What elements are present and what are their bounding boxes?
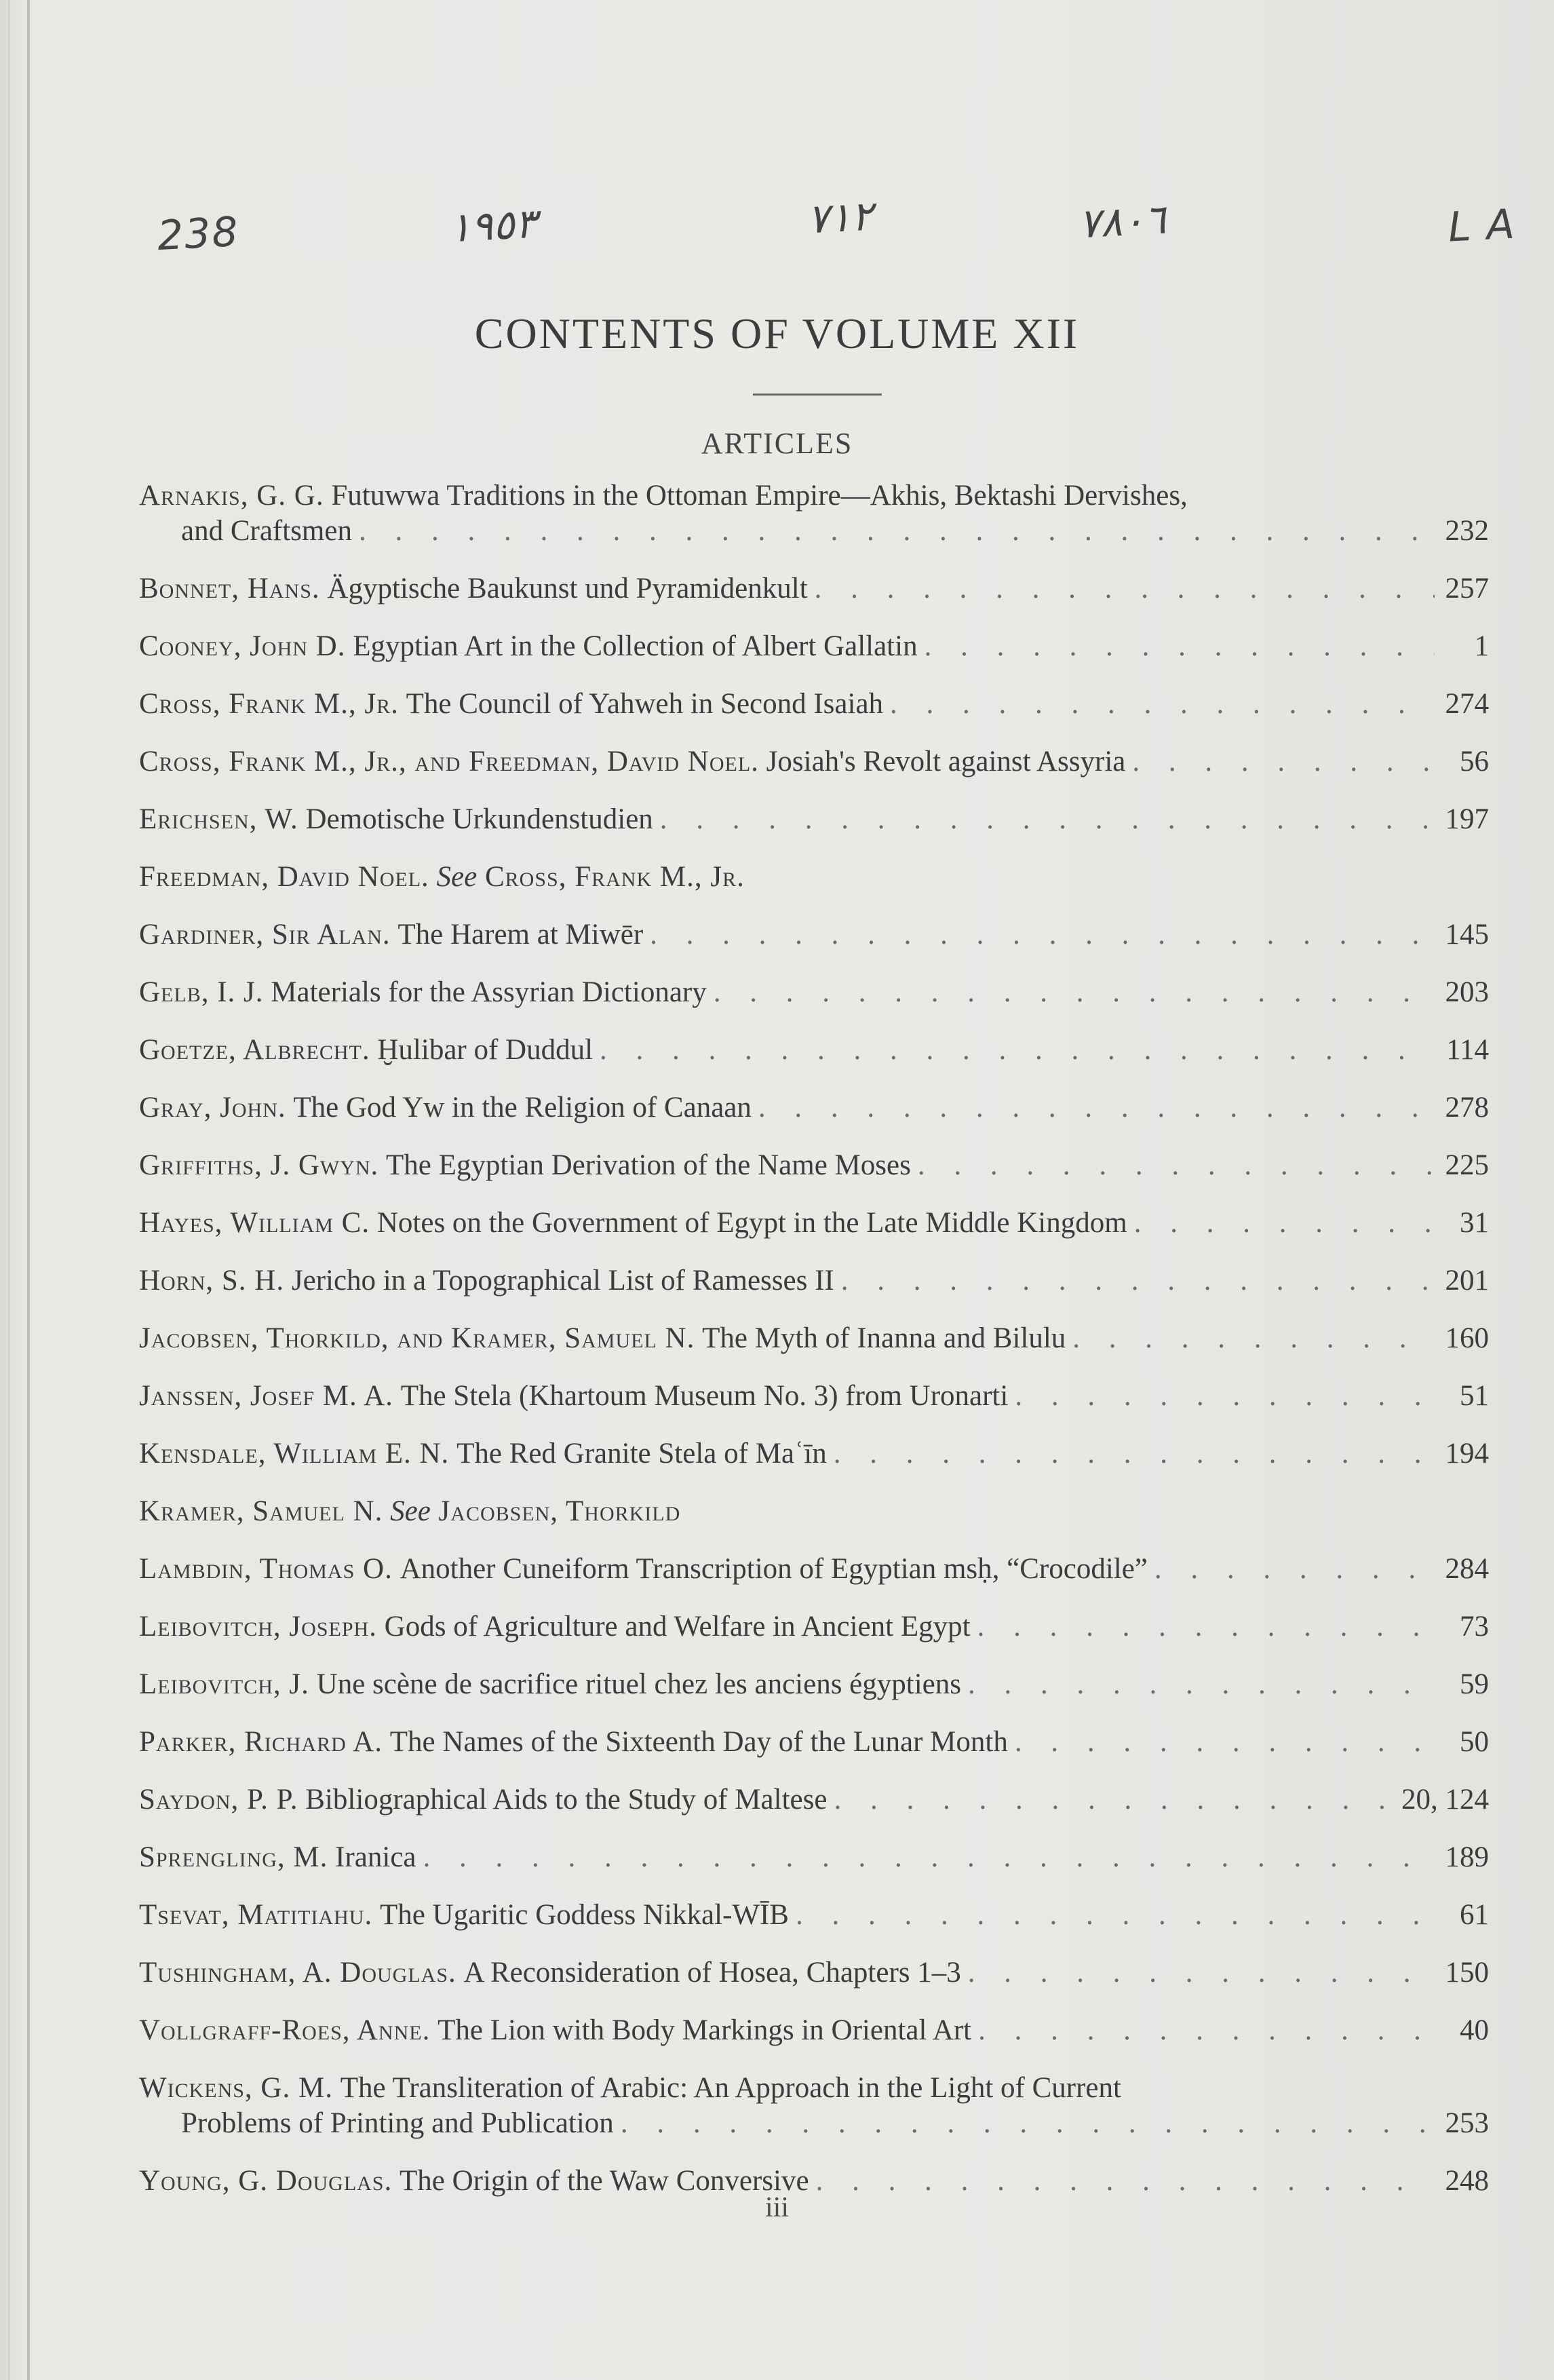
toc-space: [391, 917, 398, 953]
toc-line: [139, 1206, 1489, 1241]
toc-page-number: 284: [1445, 1553, 1489, 1585]
toc-title: The Origin of the Waw Conversive: [400, 2165, 809, 2197]
toc-line: [139, 1379, 1489, 1414]
toc-page-number: 40: [1460, 2014, 1489, 2046]
toc-page-number: 114: [1446, 1034, 1489, 1066]
toc-title: The God Yw in the Religion of Canaan: [293, 1092, 752, 1124]
toc-page-number: 59: [1460, 1668, 1489, 1700]
handwritten-note-2: ١٩٥٣: [448, 199, 538, 252]
toc-leaders: [815, 571, 1435, 607]
toc-title: Notes on the Government of Egypt in the Late Middle Kingdom: [376, 1207, 1127, 1239]
toc-space: [429, 860, 437, 895]
toc-leaders: [758, 1090, 1435, 1126]
toc-space: [345, 629, 353, 664]
toc-line: [139, 2013, 1489, 2048]
toc-leaders: [1134, 1206, 1435, 1241]
toc-entry: [139, 1898, 1489, 1933]
toc-page-number: 56: [1460, 746, 1489, 778]
toc-line: [139, 1436, 1489, 1472]
toc-line-continued: [139, 514, 1489, 549]
toc-line: [139, 1667, 1489, 1702]
toc-page-number: 201: [1445, 1265, 1489, 1297]
toc-space: [328, 1840, 335, 1875]
toc-entry: [139, 1321, 1489, 1356]
toc-line: [139, 1955, 1489, 1991]
toc-leaders: [1072, 1321, 1435, 1356]
toc-line: [139, 1148, 1489, 1183]
toc-line: [139, 1840, 1489, 1875]
toc-line: [139, 478, 1489, 514]
toc-line: [139, 1263, 1489, 1299]
toc-title: The Red Granite Stela of Maʿīn: [457, 1438, 827, 1470]
toc-line: [139, 571, 1489, 607]
toc-title: See Cross, Frank M., Jr.: [436, 861, 745, 893]
toc-author: Kramer, Samuel N.: [139, 1495, 383, 1527]
toc-space: [393, 1379, 401, 1414]
toc-space: [309, 1667, 317, 1702]
toc-author: Young, G. Douglas.: [139, 2165, 393, 2197]
toc-space: [378, 1148, 386, 1183]
toc-entry: [139, 1033, 1489, 1068]
toc-entry: [139, 1667, 1489, 1702]
toc-line: [139, 860, 1489, 895]
toc-leaders: [834, 1436, 1435, 1472]
toc-title: See Jacobsen, Thorkild: [390, 1495, 681, 1527]
toc-space: [324, 478, 332, 514]
toc-page-number: 145: [1445, 919, 1489, 951]
toc-line: [139, 687, 1489, 722]
toc-title: The Names of the Sixteenth Day of the Lunar Month: [389, 1726, 1008, 1758]
toc-leaders: [834, 1782, 1395, 1818]
toc-author: Freedman, David Noel.: [139, 861, 429, 893]
toc-title: The Transliteration of Arabic: An Approach in the Light of Current: [340, 2072, 1121, 2104]
toc-title: Demotische Urkundenstudien: [305, 803, 653, 835]
toc-title: Iranica: [335, 1841, 416, 1873]
toc-author: Gray, John.: [139, 1092, 286, 1124]
toc-title: Une scène de sacrifice rituel chez les anciens égyptiens: [316, 1668, 961, 1700]
toc-space: [370, 1033, 378, 1068]
toc-leaders: [621, 2106, 1435, 2141]
toc-line: [139, 917, 1489, 953]
toc-author: Tushingham, A. Douglas.: [139, 1957, 457, 1989]
toc-page-number: 203: [1445, 976, 1489, 1008]
toc-space: [399, 687, 406, 722]
toc-author: Sprengling, M.: [139, 1841, 328, 1873]
toc-leaders: [925, 629, 1435, 664]
toc-space: [430, 2013, 438, 2048]
toc-page-number: 278: [1445, 1092, 1489, 1124]
toc-leaders: [977, 1609, 1435, 1645]
handwritten-note-4: ٧٨٠٦: [1077, 195, 1167, 248]
toc-line: [139, 1725, 1489, 1760]
toc-entry: [139, 1609, 1489, 1645]
toc-entry: [139, 802, 1489, 837]
toc-author: Leibovitch, Joseph.: [139, 1611, 377, 1643]
toc-page-number: 150: [1445, 1957, 1489, 1989]
toc-author: Tsevat, Matitiahu.: [139, 1899, 373, 1931]
toc-space: [383, 1725, 390, 1760]
toc-page-number: 61: [1460, 1899, 1489, 1931]
toc-line: [139, 1033, 1489, 1068]
toc-line: [139, 744, 1489, 780]
table-of-contents: [139, 478, 1489, 2199]
toc-space: [759, 744, 766, 780]
toc-page-number: 197: [1445, 803, 1489, 835]
toc-author: Bonnet, Hans.: [139, 573, 320, 604]
toc-leaders: [918, 1148, 1435, 1183]
toc-title: A Reconsideration of Hosea, Chapters 1–3: [463, 1957, 961, 1989]
toc-entry: [139, 917, 1489, 953]
toc-page-number: 253: [1445, 2107, 1489, 2139]
toc-title: Another Cuneiform Transcription of Egyptian msḥ, “Crocodile”: [400, 1553, 1148, 1585]
toc-space: [286, 1090, 294, 1126]
toc-author: Janssen, Josef M. A.: [139, 1380, 393, 1412]
toc-line: [139, 1321, 1489, 1356]
toc-title: The Egyptian Derivation of the Name Moses: [386, 1149, 911, 1181]
handwritten-notes: [0, 192, 1554, 278]
toc-space: [449, 1436, 457, 1472]
toc-page-number: 20, 124: [1401, 1784, 1489, 1816]
toc-entry: [139, 1436, 1489, 1472]
toc-page-number: 160: [1445, 1322, 1489, 1354]
toc-leaders: [600, 1033, 1435, 1068]
toc-title: The Stela (Khartoum Museum No. 3) from Uronarti: [400, 1380, 1009, 1412]
toc-entry: [139, 975, 1489, 1010]
toc-entry: [139, 2013, 1489, 2048]
toc-page-number: 51: [1460, 1380, 1489, 1412]
toc-space: [320, 571, 328, 607]
page-title: CONTENTS OF VOLUME XII: [474, 309, 1080, 358]
title-divider: [753, 394, 882, 396]
toc-title: The Ugaritic Goddess Nikkal-WĪB: [379, 1899, 789, 1931]
toc-title: Josiah's Revolt against Assyria: [766, 746, 1126, 778]
toc-space: [377, 1609, 385, 1645]
toc-page-number: 31: [1460, 1207, 1489, 1239]
toc-line: [139, 1552, 1489, 1587]
toc-author: Kensdale, William E. N.: [139, 1438, 450, 1470]
toc-leaders: [841, 1263, 1435, 1299]
toc-author: Parker, Richard A.: [139, 1726, 383, 1758]
toc-leaders: [1015, 1379, 1435, 1414]
toc-page-number: 50: [1460, 1726, 1489, 1758]
toc-leaders: [359, 514, 1435, 549]
toc-line: [139, 2071, 1489, 2106]
toc-page-number: 73: [1460, 1611, 1489, 1643]
toc-leaders: [1132, 744, 1435, 780]
toc-entry: [139, 744, 1489, 780]
toc-title: Ḫulibar of Duddul: [377, 1034, 594, 1066]
toc-space: [393, 1552, 400, 1587]
toc-entry: [139, 1552, 1489, 1587]
toc-author: Gelb, I. J.: [139, 976, 264, 1008]
toc-author: Griffiths, J. Gwyn.: [139, 1149, 379, 1181]
toc-leaders: [968, 1955, 1435, 1991]
toc-entry: [139, 571, 1489, 607]
toc-author: Saydon, P. P.: [139, 1784, 298, 1816]
toc-title: Gods of Agriculture and Welfare in Ancient Egypt: [384, 1611, 971, 1643]
toc-space: [370, 1206, 377, 1241]
toc-page-number: 1: [1474, 630, 1489, 662]
toc-author: Cross, Frank M., Jr.: [139, 688, 399, 720]
toc-title-continued: and Craftsmen: [181, 515, 352, 547]
toc-title: The Council of Yahweh in Second Isaiah: [406, 688, 884, 720]
toc-space: [372, 1898, 380, 1933]
toc-line: [139, 629, 1489, 664]
toc-title: Egyptian Art in the Collection of Albert Gallatin: [353, 630, 918, 662]
toc-entry: [139, 1840, 1489, 1875]
toc-title: Futuwwa Traditions in the Ottoman Empire—Akhis, Bektashi Dervishes,: [331, 480, 1188, 512]
section-heading: ARTICLES: [701, 427, 853, 460]
toc-page-number: 189: [1445, 1841, 1489, 1873]
toc-entry: [139, 1090, 1489, 1126]
toc-leaders: [978, 2013, 1435, 2048]
toc-entry: [139, 860, 1489, 895]
toc-entry: [139, 1148, 1489, 1183]
toc-entry: [139, 2071, 1489, 2141]
toc-author: Vollgraff-Roes, Anne.: [139, 2014, 431, 2046]
toc-leaders: [1154, 1552, 1435, 1587]
toc-line-continued: [139, 2106, 1489, 2141]
toc-title-continued: Problems of Printing and Publication: [181, 2107, 614, 2139]
toc-leaders: [1015, 1725, 1435, 1760]
handwritten-note-3: ٧١٢: [806, 192, 874, 244]
toc-author: Cross, Frank M., Jr., and Freedman, David Noel.: [139, 746, 759, 778]
toc-author: Hayes, William C.: [139, 1207, 370, 1239]
toc-leaders: [660, 802, 1435, 837]
toc-leaders: [968, 1667, 1435, 1702]
toc-entry: [139, 1263, 1489, 1299]
toc-leaders: [796, 1898, 1435, 1933]
toc-entry: [139, 1782, 1489, 1818]
toc-author: Cooney, John D.: [139, 630, 346, 662]
toc-title: The Lion with Body Markings in Oriental Art: [438, 2014, 972, 2046]
toc-entry: [139, 478, 1489, 549]
toc-page-number: 225: [1445, 1149, 1489, 1181]
toc-author: Horn, S. H.: [139, 1265, 285, 1297]
toc-line: [139, 1609, 1489, 1645]
toc-title: The Myth of Inanna and Bilulu: [702, 1322, 1066, 1354]
handwritten-note-5: L A: [1447, 200, 1517, 252]
toc-entry: [139, 1379, 1489, 1414]
toc-author: Wickens, G. M.: [139, 2072, 333, 2104]
toc-leaders: [650, 917, 1435, 953]
toc-page-number: 194: [1445, 1438, 1489, 1470]
toc-space: [264, 975, 271, 1010]
toc-leaders: [423, 1840, 1435, 1875]
toc-title: Jericho in a Topographical List of Ramesses II: [291, 1265, 834, 1297]
handwritten-note-1: 238: [156, 208, 241, 261]
toc-entry: [139, 629, 1489, 664]
toc-space: [457, 1955, 464, 1991]
toc-page-number: 274: [1445, 688, 1489, 720]
toc-leaders: [890, 687, 1435, 722]
toc-line: [139, 975, 1489, 1010]
toc-space: [284, 1263, 292, 1299]
toc-space: [298, 1782, 306, 1818]
toc-line: [139, 1898, 1489, 1933]
toc-space: [695, 1321, 702, 1356]
toc-author: Gardiner, Sir Alan.: [139, 919, 391, 951]
toc-entry: [139, 1955, 1489, 1991]
toc-title: Materials for the Assyrian Dictionary: [271, 976, 707, 1008]
toc-author: Erichsen, W.: [139, 803, 298, 835]
toc-space: [298, 802, 306, 837]
toc-line: [139, 1090, 1489, 1126]
toc-page-number: 248: [1445, 2165, 1489, 2197]
toc-line: [139, 1494, 1489, 1529]
toc-author: Lambdin, Thomas O.: [139, 1553, 393, 1585]
toc-space: [383, 1494, 390, 1529]
toc-space: [333, 2071, 341, 2106]
toc-entry: [139, 1725, 1489, 1760]
toc-author: Goetze, Albrecht.: [139, 1034, 370, 1066]
toc-entry: [139, 1494, 1489, 1529]
toc-entry: [139, 687, 1489, 722]
toc-page-number: 232: [1445, 515, 1489, 547]
toc-leaders: [714, 975, 1435, 1010]
toc-line: [139, 1782, 1489, 1818]
toc-author: Arnakis, G. G.: [139, 480, 324, 512]
toc-title: Ägyptische Baukunst und Pyramidenkult: [327, 573, 808, 604]
toc-title: The Harem at Miwēr: [397, 919, 644, 951]
toc-title: Bibliographical Aids to the Study of Maltese: [305, 1784, 828, 1816]
toc-page-number: 257: [1445, 573, 1489, 604]
toc-author: Leibovitch, J.: [139, 1668, 309, 1700]
toc-author: Jacobsen, Thorkild, and Kramer, Samuel N.: [139, 1322, 695, 1354]
toc-entry: [139, 1206, 1489, 1241]
toc-line: [139, 802, 1489, 837]
page-folio: iii: [764, 2192, 789, 2223]
